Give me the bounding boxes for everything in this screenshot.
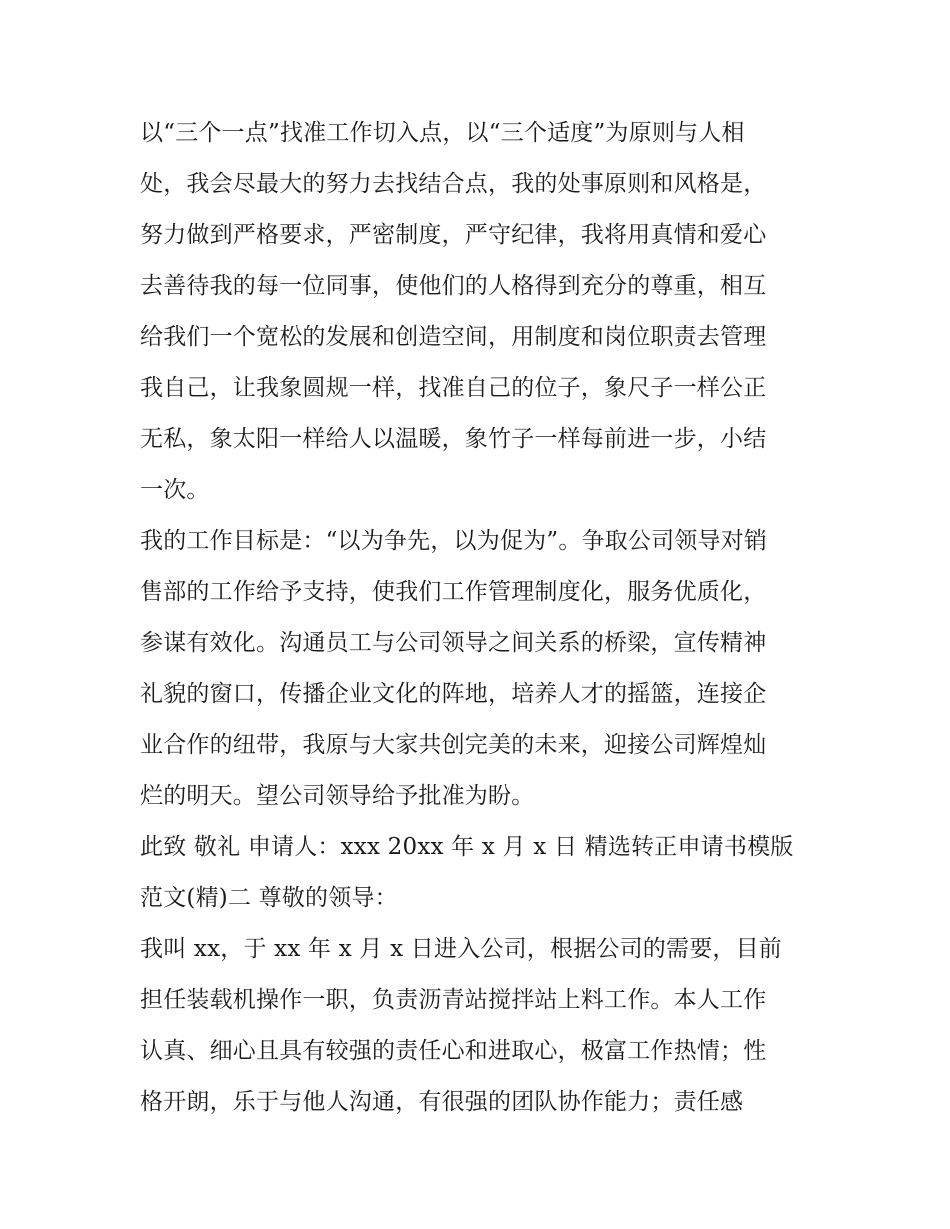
- text-line: 无私，象太阳一样给人以温暖，象竹子一样每前进一步，小结: [140, 426, 767, 452]
- text-line: 烂的明天。望公司领导给予批准为盼。: [140, 783, 535, 809]
- text-line: 担任装载机操作一职，负责沥青站搅拌站上料工作。本人工作: [140, 987, 767, 1013]
- text-line: 范文(精)二 尊敬的领导：: [140, 885, 398, 911]
- text-line: 认真、细心且具有较强的责任心和进取心，极富工作热情；性: [140, 1038, 767, 1064]
- text-line: 努力做到严格要求，严密制度，严守纪律，我将用真情和爱心: [140, 222, 767, 248]
- text-line: 格开朗，乐于与他人沟通，有很强的团队协作能力；责任感: [140, 1089, 744, 1115]
- text-line: 参谋有效化。沟通员工与公司领导之间关系的桥梁，宣传精神: [140, 630, 767, 656]
- text-line: 我自己，让我象圆规一样，找准自己的位子，象尺子一样公正: [140, 375, 767, 401]
- text-line: 我叫 xx，于 xx 年 x 月 x 日进入公司，根据公司的需要，目前: [140, 936, 783, 962]
- text-line: 处，我会尽最大的努力去找结合点，我的处事原则和风格是，: [140, 171, 767, 197]
- text-line: 我的工作目标是：“以为争先，以为促为”。争取公司领导对销: [140, 528, 768, 554]
- text-line: 一次。: [140, 477, 210, 503]
- text-line: 业合作的纽带，我原与大家共创完美的未来，迎接公司辉煌灿: [140, 732, 767, 758]
- text-line: 售部的工作给予支持，使我们工作管理制度化，服务优质化，: [140, 579, 767, 605]
- text-line: 以“三个一点”找准工作切入点，以“三个适度”为原则与人相: [140, 120, 745, 146]
- text-line: 礼貌的窗口，传播企业文化的阵地，培养人才的摇篮，连接企: [140, 681, 767, 707]
- document-body: [140, 108, 830, 1128]
- text-line: 给我们一个宽松的发展和创造空间，用制度和岗位职责去管理: [140, 324, 767, 350]
- text-line: 去善待我的每一位同事，使他们的人格得到充分的尊重，相互: [140, 273, 767, 299]
- text-line: 此致 敬礼 申请人：xxx 20xx 年 x 月 x 日 精选转正申请书模版: [140, 834, 794, 860]
